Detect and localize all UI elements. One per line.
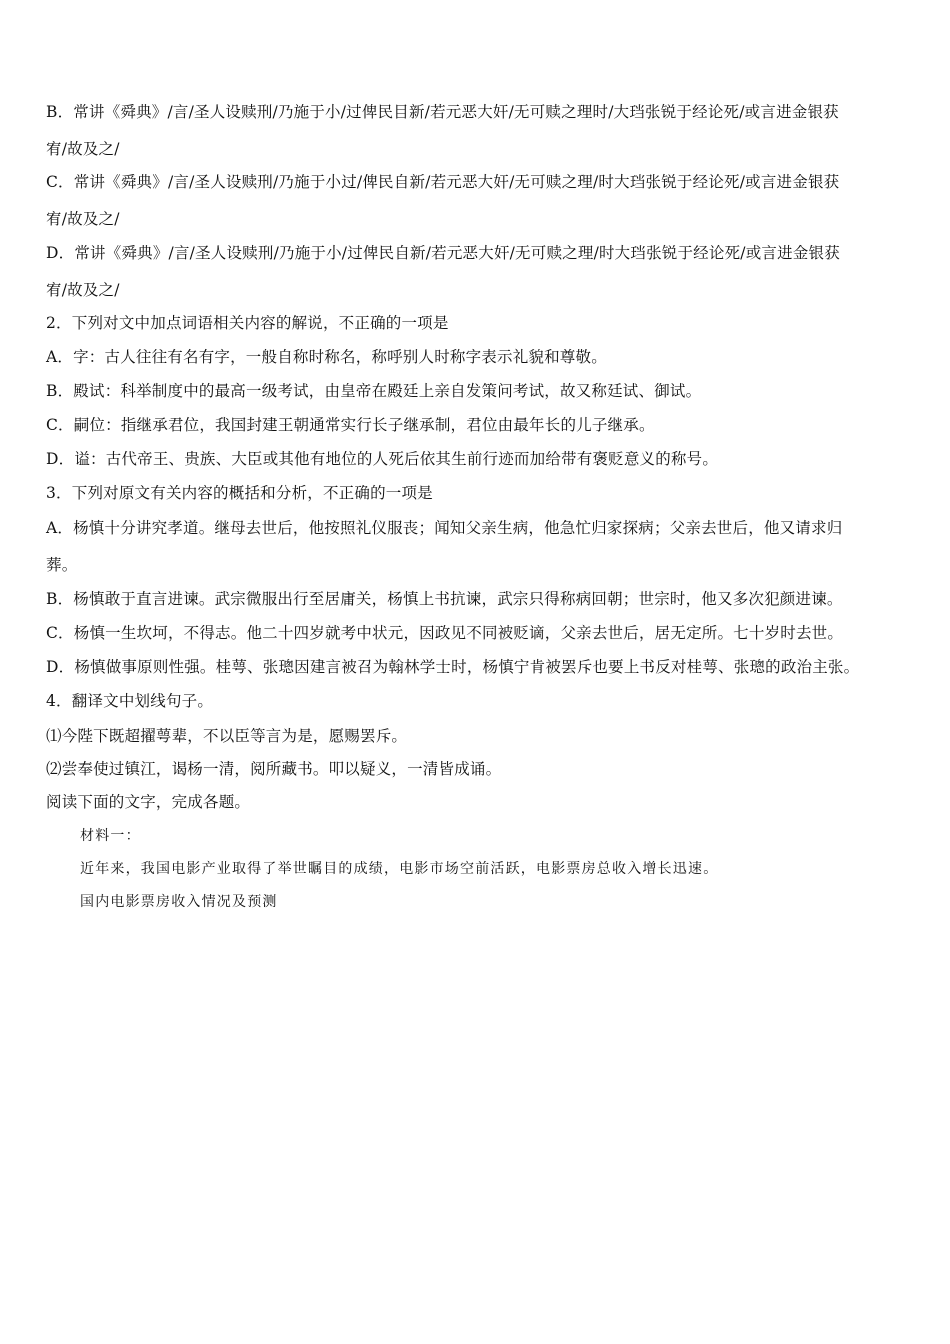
text-line: B．殿试：科举制度中的最高一级考试，由皇帝在殿廷上亲自发策问考试，故又称廷试、御试。	[46, 382, 702, 400]
text-line: 3．下列对原文有关内容的概括和分析，不正确的一项是	[46, 484, 433, 502]
text-line: ⑴今陛下既超擢萼辈，不以臣等言为是，愿赐罢斥。	[46, 727, 408, 745]
text-line: D．常讲《舜典》/言/圣人设赎刑/乃施于小/过俾民自新/若元恶大奸/无可赎之理/时大珰张锐于经论死/或言进金银获	[46, 244, 840, 262]
text-line: 阅读下面的文字，完成各题。	[46, 793, 251, 811]
text-line: A．字：古人往往有名有字，一般自称时称名，称呼别人时称字表示礼貌和尊敬。	[46, 348, 607, 366]
text-line: 4．翻译文中划线句子。	[46, 692, 214, 710]
text-line: 2．下列对文中加点词语相关内容的解说，不正确的一项是	[46, 314, 449, 332]
text-line: C．杨慎一生坎坷，不得志。他二十四岁就考中状元，因政见不同被贬谪，父亲去世后，居无定所。七十岁时去世。	[46, 624, 844, 642]
text-line: 宥/故及之/	[46, 140, 120, 158]
text-line: A．杨慎十分讲究孝道。继母去世后，他按照礼仪服丧；闻知父亲生病，他急忙归家探病；父亲去世后，他又请求归	[46, 519, 843, 537]
material-heading: 材料一：	[80, 828, 141, 844]
text-line: 葬。	[46, 556, 78, 574]
chart-title: 国内电影票房收入情况及预测	[80, 894, 278, 910]
text-line: ⑵尝奉使过镇江，谒杨一清，阅所藏书。叩以疑义，一清皆成诵。	[46, 760, 502, 778]
material-text: 近年来，我国电影产业取得了举世瞩目的成绩，电影市场空前活跃，电影票房总收入增长迅速。	[80, 861, 719, 877]
text-line: C．嗣位：指继承君位，我国封建王朝通常实行长子继承制，君位由最年长的儿子继承。	[46, 416, 655, 434]
text-line: 宥/故及之/	[46, 210, 120, 228]
text-line: B．杨慎敢于直言进谏。武宗微服出行至居庸关，杨慎上书抗谏，武宗只得称病回朝；世宗时，他又多次犯颜进谏。	[46, 590, 843, 608]
text-line: D．谥：古代帝王、贵族、大臣或其他有地位的人死后依其生前行迹而加给带有褒贬意义的称号。	[46, 450, 719, 468]
text-line: C．常讲《舜典》/言/圣人设赎刑/乃施于小过/俾民自新/若元恶大奸/无可赎之理/时大珰张锐于经论死/或言进金银获	[46, 173, 840, 191]
text-line: B．常讲《舜典》/言/圣人设赎刑/乃施于小/过俾民目新/若元恶大奸/无可赎之理时/大珰张锐于经论死/或言进金银获	[46, 103, 839, 121]
text-line: 宥/故及之/	[46, 281, 120, 299]
text-line: D．杨慎做事原则性强。桂萼、张璁因建言被召为翰林学士时，杨慎宁肯被罢斥也要上书反对桂萼、张璁的政治主张。	[46, 658, 860, 676]
